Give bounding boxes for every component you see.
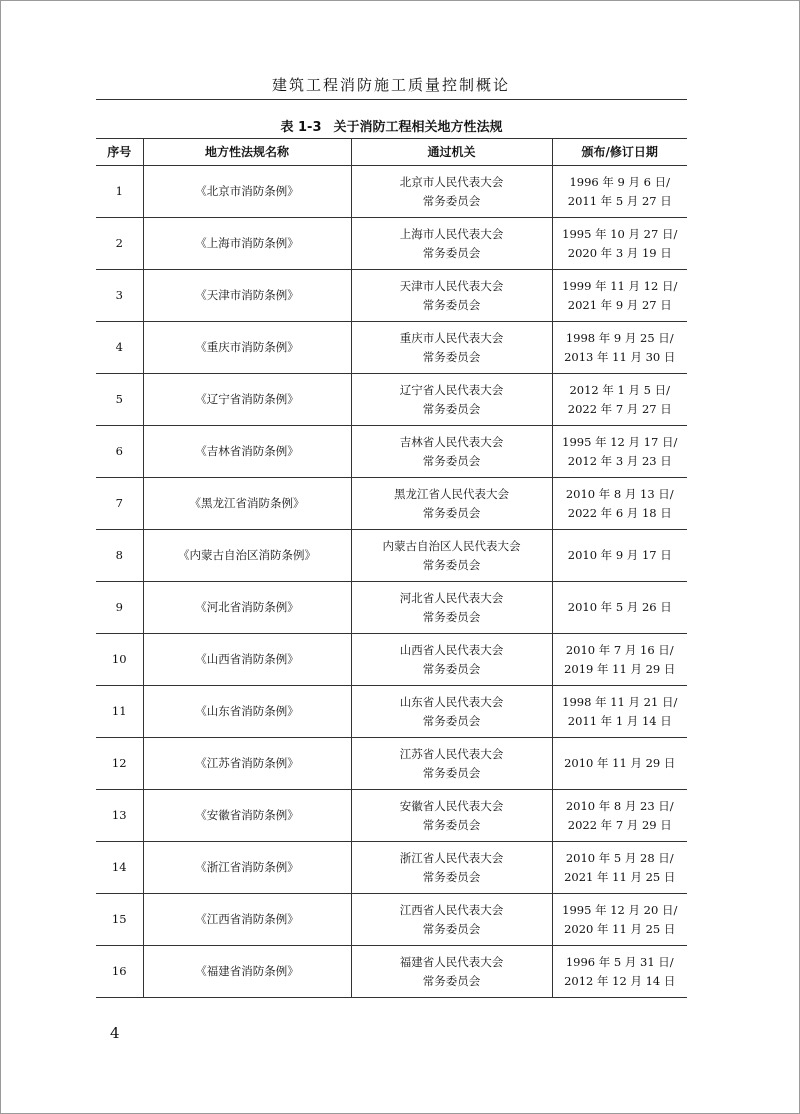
date-line: 2020 年 11 月 25 日	[564, 921, 676, 936]
date-cell	[552, 218, 687, 270]
regulation-name-cell: 《黑龙江省消防条例》	[143, 478, 351, 530]
date-line: 2010 年 5 月 28 日/	[565, 850, 674, 865]
date-line: 2019 年 11 月 29 日	[564, 661, 676, 676]
date-line: 2021 年 9 月 27 日	[567, 297, 672, 312]
regulation-name-cell: 《上海市消防条例》	[143, 218, 351, 270]
date-cell	[552, 530, 687, 582]
passing-body-line: 常务委员会	[422, 401, 481, 416]
passing-body-line: 吉林省人民代表大会	[399, 434, 504, 449]
date-line: 2021 年 11 月 25 日	[564, 869, 676, 884]
passing-body-line: 重庆市人民代表大会	[399, 330, 504, 345]
row-number-cell: 5	[96, 374, 143, 426]
regulation-name-cell: 《福建省消防条例》	[143, 946, 351, 998]
regulation-name-cell: 《山西省消防条例》	[143, 634, 351, 686]
column-header-passing-body: 通过机关	[351, 139, 552, 166]
passing-body-line: 安徽省人民代表大会	[399, 798, 504, 813]
passing-body-line: 常务委员会	[422, 453, 481, 468]
passing-body-line: 常务委员会	[422, 869, 481, 884]
passing-body-line: 北京市人民代表大会	[399, 174, 504, 189]
date-line: 1995 年 12 月 20 日/	[562, 902, 678, 917]
passing-body-cell	[351, 738, 552, 790]
regulation-name-cell: 《河北省消防条例》	[143, 582, 351, 634]
date-line: 2010 年 7 月 16 日/	[565, 642, 674, 657]
table-row	[96, 530, 687, 582]
passing-body-line: 常务委员会	[422, 765, 481, 780]
date-line: 2013 年 11 月 30 日	[564, 349, 676, 364]
date-line: 1998 年 11 月 21 日/	[562, 694, 678, 709]
date-line: 1999 年 11 月 12 日/	[562, 278, 678, 293]
regulation-name-cell: 《重庆市消防条例》	[143, 322, 351, 374]
row-number-cell: 9	[96, 582, 143, 634]
date-line: 2022 年 7 月 27 日	[567, 401, 672, 416]
passing-body-line: 常务委员会	[422, 297, 481, 312]
passing-body-line: 山西省人民代表大会	[399, 642, 504, 657]
passing-body-cell	[351, 582, 552, 634]
date-cell	[552, 582, 687, 634]
date-line: 2012 年 3 月 23 日	[567, 453, 672, 468]
row-number-cell: 16	[96, 946, 143, 998]
date-line: 2010 年 8 月 13 日/	[565, 486, 674, 501]
passing-body-cell	[351, 686, 552, 738]
date-cell	[552, 270, 687, 322]
date-cell	[552, 478, 687, 530]
date-line: 2012 年 1 月 5 日/	[569, 382, 671, 397]
table-row	[96, 374, 687, 426]
date-cell	[552, 894, 687, 946]
passing-body-line: 常务委员会	[422, 505, 481, 520]
table-row	[96, 270, 687, 322]
row-number-cell: 11	[96, 686, 143, 738]
date-cell	[552, 946, 687, 998]
row-number-cell: 13	[96, 790, 143, 842]
date-cell	[552, 166, 687, 218]
date-cell	[552, 426, 687, 478]
passing-body-line: 常务委员会	[422, 661, 481, 676]
passing-body-line: 常务委员会	[422, 557, 481, 572]
date-cell	[552, 842, 687, 894]
passing-body-line: 常务委员会	[422, 921, 481, 936]
row-number-cell: 8	[96, 530, 143, 582]
table-caption	[96, 116, 687, 135]
passing-body-line: 辽宁省人民代表大会	[399, 382, 504, 397]
date-line: 1996 年 9 月 6 日/	[569, 174, 671, 189]
row-number-cell: 3	[96, 270, 143, 322]
date-line: 2022 年 6 月 18 日	[567, 505, 672, 520]
date-line: 2011 年 1 月 14 日	[567, 713, 672, 728]
passing-body-line: 常务委员会	[422, 245, 481, 260]
table-header-row	[96, 139, 687, 166]
date-cell	[552, 374, 687, 426]
passing-body-cell	[351, 218, 552, 270]
passing-body-cell	[351, 166, 552, 218]
regulation-name-cell: 《浙江省消防条例》	[143, 842, 351, 894]
passing-body-cell	[351, 530, 552, 582]
date-cell	[552, 790, 687, 842]
row-number-cell: 12	[96, 738, 143, 790]
date-line: 1995 年 12 月 17 日/	[562, 434, 678, 449]
regulation-name-cell: 《内蒙古自治区消防条例》	[143, 530, 351, 582]
date-line: 1996 年 5 月 31 日/	[565, 954, 674, 969]
passing-body-cell	[351, 270, 552, 322]
row-number-cell: 15	[96, 894, 143, 946]
date-cell	[552, 686, 687, 738]
table-row	[96, 218, 687, 270]
passing-body-cell	[351, 478, 552, 530]
table-row	[96, 478, 687, 530]
passing-body-line: 天津市人民代表大会	[399, 278, 504, 293]
date-line: 2012 年 12 月 14 日	[564, 973, 676, 988]
regulation-name-cell: 《安徽省消防条例》	[143, 790, 351, 842]
column-header-date: 颁布/修订日期	[552, 139, 687, 166]
page-number: 4	[110, 1024, 120, 1042]
passing-body-line: 常务委员会	[422, 817, 481, 832]
regulation-name-cell: 《山东省消防条例》	[143, 686, 351, 738]
regulation-name-cell: 《江西省消防条例》	[143, 894, 351, 946]
regulation-name-cell: 《北京市消防条例》	[143, 166, 351, 218]
passing-body-line: 浙江省人民代表大会	[399, 850, 504, 865]
regulation-name-cell: 《江苏省消防条例》	[143, 738, 351, 790]
passing-body-line: 上海市人民代表大会	[399, 226, 504, 241]
table-caption-title: 关于消防工程相关地方性法规	[333, 120, 503, 135]
regulation-name-cell: 《天津市消防条例》	[143, 270, 351, 322]
date-line: 1995 年 10 月 27 日/	[562, 226, 678, 241]
passing-body-line: 常务委员会	[422, 609, 481, 624]
row-number-cell: 14	[96, 842, 143, 894]
passing-body-cell	[351, 790, 552, 842]
date-line: 2010 年 11 月 29 日	[564, 756, 676, 770]
date-line: 2020 年 3 月 19 日	[567, 245, 672, 260]
table-row	[96, 894, 687, 946]
table-row	[96, 686, 687, 738]
table-caption-number: 表 1-3	[280, 120, 322, 135]
date-line: 2010 年 5 月 26 日	[567, 600, 672, 614]
date-line: 2011 年 5 月 27 日	[567, 193, 672, 208]
passing-body-line: 内蒙古自治区人民代表大会	[382, 538, 521, 553]
table-body	[96, 166, 687, 998]
column-header-number: 序号	[96, 139, 143, 166]
regulation-name-cell: 《辽宁省消防条例》	[143, 374, 351, 426]
passing-body-line: 河北省人民代表大会	[399, 590, 504, 605]
table-row	[96, 582, 687, 634]
date-cell	[552, 322, 687, 374]
passing-body-line: 常务委员会	[422, 193, 481, 208]
table-row	[96, 166, 687, 218]
header-rule	[96, 99, 687, 100]
date-line: 2022 年 7 月 29 日	[567, 817, 672, 832]
passing-body-line: 黑龙江省人民代表大会	[394, 486, 509, 501]
passing-body-line: 江苏省人民代表大会	[399, 746, 504, 761]
date-cell	[552, 634, 687, 686]
passing-body-line: 常务委员会	[422, 713, 481, 728]
column-header-regulation-name: 地方性法规名称	[143, 139, 351, 166]
passing-body-cell	[351, 894, 552, 946]
passing-body-line: 江西省人民代表大会	[399, 902, 504, 917]
regulation-name-cell: 《吉林省消防条例》	[143, 426, 351, 478]
passing-body-cell	[351, 426, 552, 478]
date-cell	[552, 738, 687, 790]
passing-body-cell	[351, 842, 552, 894]
row-number-cell: 7	[96, 478, 143, 530]
row-number-cell: 2	[96, 218, 143, 270]
row-number-cell: 6	[96, 426, 143, 478]
date-line: 1998 年 9 月 25 日/	[565, 330, 674, 345]
regulations-table	[96, 138, 687, 998]
passing-body-line: 福建省人民代表大会	[399, 954, 504, 969]
table-row	[96, 426, 687, 478]
date-line: 2010 年 8 月 23 日/	[565, 798, 674, 813]
date-line: 2010 年 9 月 17 日	[567, 548, 672, 562]
table-row	[96, 946, 687, 998]
table-row	[96, 790, 687, 842]
passing-body-line: 山东省人民代表大会	[399, 694, 504, 709]
table-row	[96, 634, 687, 686]
running-header: 建筑工程消防施工质量控制概论	[271, 76, 510, 94]
passing-body-line: 常务委员会	[422, 973, 481, 988]
row-number-cell: 4	[96, 322, 143, 374]
row-number-cell: 10	[96, 634, 143, 686]
passing-body-cell	[351, 374, 552, 426]
table-row	[96, 322, 687, 374]
passing-body-cell	[351, 946, 552, 998]
passing-body-cell	[351, 322, 552, 374]
passing-body-line: 常务委员会	[422, 349, 481, 364]
passing-body-cell	[351, 634, 552, 686]
table-row	[96, 738, 687, 790]
table-row	[96, 842, 687, 894]
row-number-cell: 1	[96, 166, 143, 218]
